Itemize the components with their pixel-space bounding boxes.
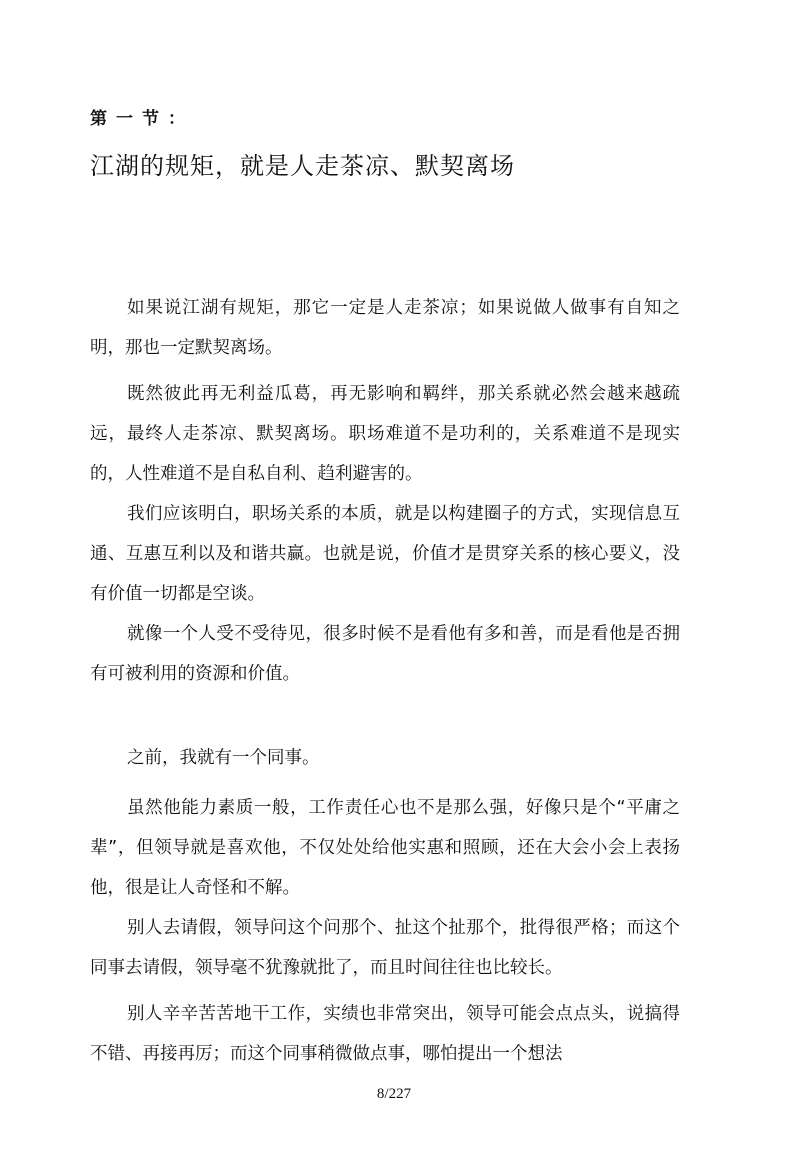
page-number: 8/227 xyxy=(376,1086,412,1102)
paragraph: 别人去请假，领导问这个问那个、扯这个扯那个，批得很严格；而这个同事去请假，领导毫不犹豫就批了，而且时间往往也比较长。 xyxy=(90,918,680,978)
paragraph: 既然彼此再无利益瓜葛，再无影响和羁绊，那关系就必然会越来越疏远，最终人走茶凉、默契离场。职场难道不是功利的，关系难道不是现实的，人性难道不是自私自利、趋利避害的。 xyxy=(90,384,680,484)
paragraph: 如果说江湖有规矩，那它一定是人走茶凉；如果说做人做事有自知之明，那也一定默契离场。 xyxy=(90,298,680,358)
paragraph: 虽然他能力素质一般，工作责任心也不是那么强，好像只是个“平庸之辈”，但领导就是喜欢他，不仅处处给他实惠和照顾，还在大会小会上表扬他，很是让人奇怪和不解。 xyxy=(90,798,680,898)
paragraph: 就像一个人受不受待见，很多时候不是看他有多和善，而是看他是否拥有可被利用的资源和价值。 xyxy=(90,624,680,684)
section-label: 第一节： xyxy=(90,109,194,129)
paragraph: 我们应该明白，职场关系的本质，就是以构建圈子的方式，实现信息互通、互惠互利以及和谐共赢。也就是说，价值才是贯穿关系的核心要义，没有价值一切都是空谈。 xyxy=(90,504,680,604)
paragraph: 之前，我就有一个同事。 xyxy=(127,748,320,768)
paragraph: 别人辛辛苦苦地干工作，实绩也非常突出，领导可能会点点头，说搞得不错、再接再厉；而这个同事稍微做点事，哪怕提出一个想法 xyxy=(90,1004,680,1064)
chapter-title: 江湖的规矩，就是人走茶凉、默契离场 xyxy=(90,152,515,180)
